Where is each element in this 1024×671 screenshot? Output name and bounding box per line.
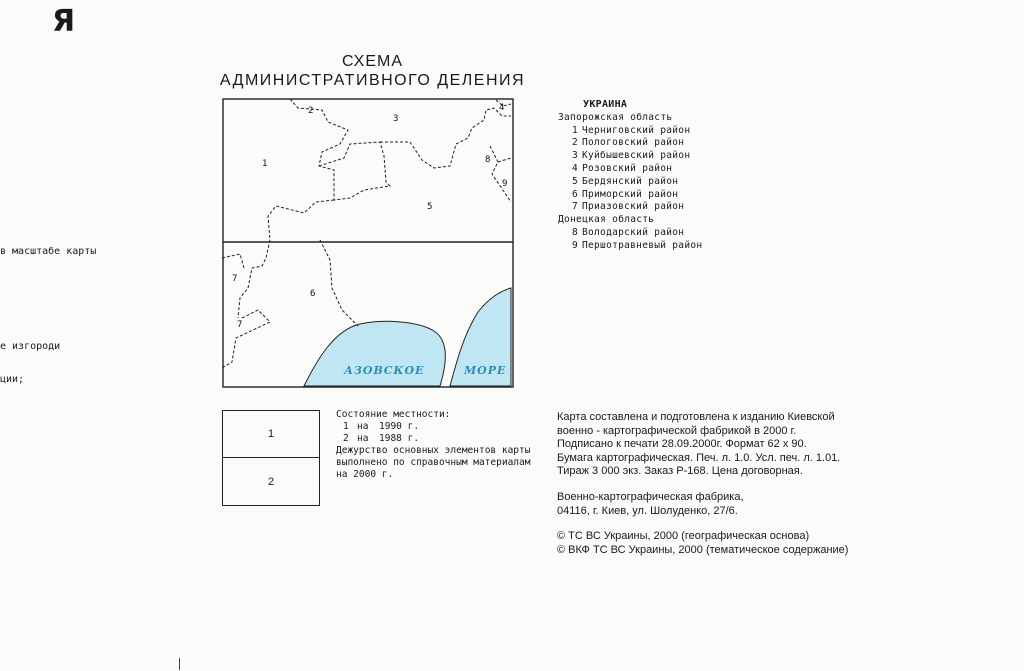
administrative-division-map <box>222 98 514 388</box>
region-number: 8 <box>485 155 491 165</box>
sea-label-sea: МОРЕ <box>464 364 507 377</box>
sheet-cell-2: 2 <box>267 475 275 488</box>
region-number: 6 <box>310 289 316 299</box>
region-number: 7 <box>237 320 243 330</box>
boundary-6-7-north <box>238 240 270 318</box>
status-year-row: 2 на 1988 г. <box>343 433 420 444</box>
boundary-1-5 <box>268 200 334 240</box>
boundary-7-north <box>222 254 244 268</box>
legend-item: 1 Черниговский район <box>571 124 691 136</box>
district-legend <box>558 99 702 253</box>
boundary-3-1 <box>319 142 390 200</box>
status-note-line: на 2000 г. <box>336 469 394 480</box>
scheme-title-line1: СХЕМА <box>342 53 403 70</box>
publication-imprint <box>557 411 848 557</box>
region-number: 5 <box>427 202 433 212</box>
imprint-line: военно - картографической фабрикой в 2000 г. <box>557 424 797 437</box>
edge-text-fragment: ции; <box>0 374 25 385</box>
imprint-line: Бумага картографическая. Печ. л. 1.0. Усл. печ. л. 1.01. <box>557 451 841 464</box>
margin-tick-mark <box>179 658 180 670</box>
boundary-9 <box>498 158 511 162</box>
status-note-line: выполнено по справочным материалам <box>336 457 531 468</box>
boundary-2 <box>290 99 348 190</box>
copyright-line: © ТС ВС Украины, 2000 (географическая основа) <box>557 530 810 543</box>
imprint-line: Подписано к печати 28.09.2000г. Формат 62 х 90. <box>557 438 807 451</box>
status-year-row: 1 на 1990 г. <box>343 421 420 432</box>
legend-group-title: Запорожская область <box>558 111 673 123</box>
edge-text-scale: в масштабе карты <box>0 246 97 257</box>
region-number: 7 <box>232 274 238 284</box>
scheme-title-line2: АДМИНИСТРАТИВНОГО ДЕЛЕНИЯ <box>219 72 526 89</box>
legend-item: 9 Першотравневый район <box>571 239 703 251</box>
imprint-line: Карта составлена и подготовлена к изданию Киевской <box>557 411 835 423</box>
region-number: 1 <box>262 159 268 169</box>
sheet-cell-1: 1 <box>223 411 319 458</box>
sea-label-azov: АЗОВСКОЕ <box>344 364 425 377</box>
copyright-line: © ВКФ ТС ВС Украины, 2000 (тематическое содержание) <box>557 543 849 556</box>
boundary-3-8 <box>380 108 511 168</box>
legend-item: 4 Розовский район <box>571 162 673 174</box>
status-heading: Состояние местности: <box>336 409 451 420</box>
boundary-6-east <box>320 240 358 326</box>
terrain-status-block <box>336 409 530 481</box>
edge-text-fences: е изгороди <box>0 341 61 352</box>
region-number: 2 <box>308 106 314 116</box>
legend-item: 7 Приазовский район <box>571 201 685 213</box>
boundary-6-7-south <box>222 310 270 368</box>
legend-item: 2 Пологовский район <box>571 137 685 149</box>
imprint-line: Тираж 3 000 экз. Заказ Р-168. Цена договорная. <box>557 465 803 478</box>
region-number: 3 <box>393 114 399 124</box>
corner-sheet-letter: Я <box>52 4 76 39</box>
legend-country: УКРАИНА <box>583 99 628 110</box>
region-number: 4 <box>499 103 505 113</box>
legend-item: 5 Бердянский район <box>571 175 679 187</box>
legend-item: 3 Куйбышевский район <box>571 150 691 162</box>
boundary-8-5 <box>490 146 511 202</box>
legend-item: 6 Приморский район <box>571 188 679 200</box>
sheet-layout-box <box>222 410 320 506</box>
region-number: 9 <box>502 179 508 189</box>
imprint-address-line: Военно-картографическая фабрика, <box>557 490 744 503</box>
imprint-address-line: 04116, г. Киев, ул. Шолуденко, 27/6. <box>557 504 738 517</box>
legend-group-title: Донецкая область <box>558 214 655 226</box>
status-note-line: Дежурство основных элементов карты <box>336 445 531 456</box>
legend-item: 8 Володарский район <box>571 226 685 238</box>
